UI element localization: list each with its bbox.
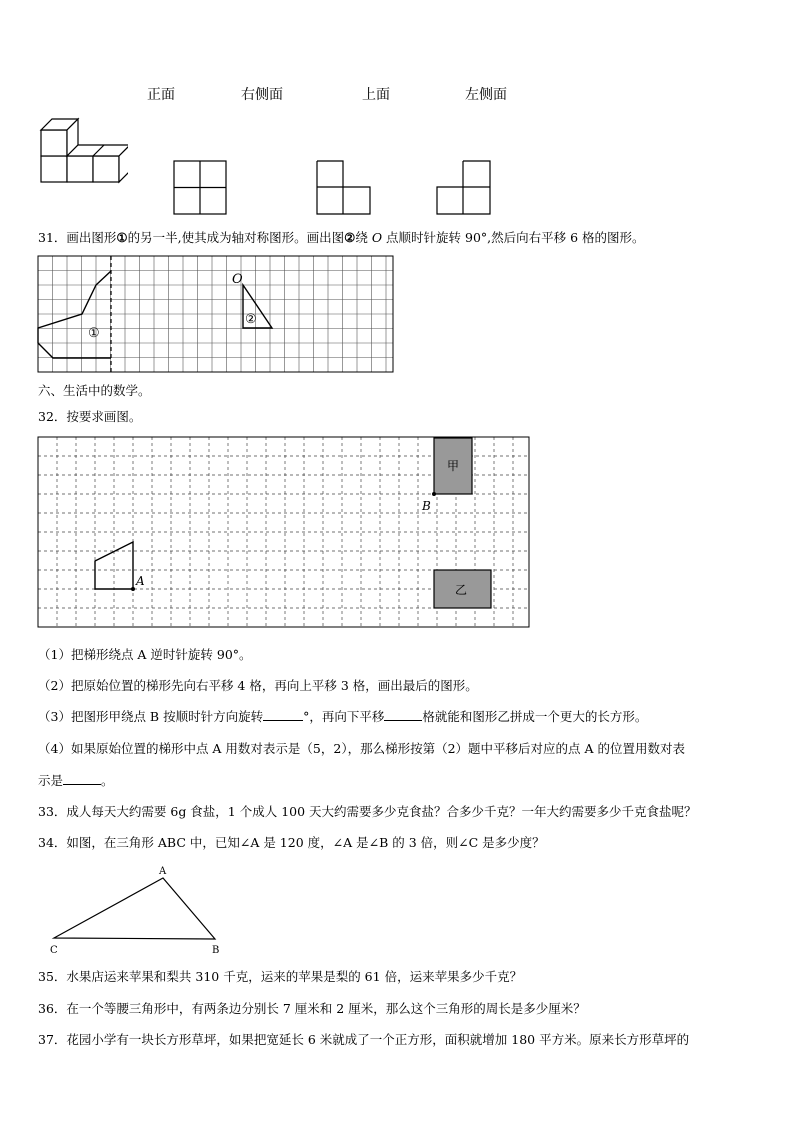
q32-sub-4-line2 [38, 771, 114, 789]
q32-sub-1: （1）把梯形绕点 A 逆时针旋转 90°。 [38, 647, 252, 662]
left-view-figure [436, 160, 492, 216]
top-view-figure [316, 160, 372, 216]
view-label-left: 左侧面 [465, 87, 507, 103]
label-point-b: B [422, 499, 431, 513]
grid-label-2: ② [245, 312, 257, 327]
triangle-abc-figure [44, 862, 224, 958]
q31-grid-figure [37, 255, 395, 375]
q32-grid-figure [37, 436, 531, 630]
q32-sub-3-b: °，再向下平移 [303, 709, 385, 724]
view-label-front: 正面 [147, 87, 175, 103]
question-36: 36．在一个等腰三角形中，有两条边分别长 7 厘米和 2 厘米，那么这个三角形的周长是多少厘米？ [38, 1001, 586, 1016]
label-point-a: A [136, 574, 145, 588]
answer-blank-grid-count[interactable] [384, 720, 422, 721]
q32-sub-4-line1: （4）如果原始位置的梯形中点 A 用数对表示是（5，2），那么梯形按第（2）题中平移后对应的点 A 的位置用数对表 [38, 741, 686, 756]
q31-text-d: 点顺时针旋转 90°,然后向右平移 6 格的图形。 [382, 230, 645, 245]
q31-circle-1: ① [116, 230, 128, 245]
right-view-figure [173, 160, 227, 216]
q31-text-c: 绕 [355, 230, 372, 245]
view-label-top: 上面 [362, 87, 390, 103]
q32-sub-2: （2）把原始位置的梯形先向右平移 4 格，再向上平移 3 格，画出最后的图形。 [38, 678, 478, 693]
grid-label-o: O [232, 272, 243, 287]
question-37: 37．花园小学有一块长方形草坪，如果把宽延长 6 米就成了一个正方形，面积就增加 180 平方米。原来长方形草坪的 [38, 1032, 690, 1047]
answer-blank-angle[interactable] [263, 720, 303, 721]
section-6-heading: 六、生活中的数学。 [38, 383, 151, 398]
view-label-right: 右侧面 [241, 87, 283, 103]
triangle-label-a: A [159, 866, 167, 877]
cube-stack-figure [38, 116, 128, 186]
answer-blank-coordinate[interactable] [63, 784, 101, 785]
q31-point-o: O [371, 230, 383, 245]
label-jia: 甲 [447, 459, 460, 473]
q32-sub-3-a: （3）把图形甲绕点 B 按顺时针方向旋转 [38, 709, 264, 724]
q31-text-a: 31．画出图形 [38, 230, 117, 245]
question-34: 34．如图，在三角形 ABC 中，已知∠A 是 120 度，∠A 是∠B 的 3 倍，则∠C 是多少度？ [38, 835, 545, 850]
question-31 [38, 228, 645, 246]
grid-label-1: ① [88, 326, 100, 341]
question-32-title: 32．按要求画图。 [38, 409, 142, 424]
q32-sub-3 [38, 707, 647, 725]
q32-sub-3-c: 格就能和图形乙拼成一个更大的长方形。 [422, 709, 648, 724]
triangle-label-b: B [212, 945, 220, 956]
triangle-label-c: C [50, 945, 58, 956]
label-yi: 乙 [455, 583, 468, 597]
q32-sub-4-c: 。 [101, 773, 114, 788]
q31-circle-2: ② [344, 230, 356, 245]
q32-sub-4-b: 示是 [38, 773, 64, 788]
question-33: 33．成人每天大约需要 6g 食盐，1 个成人 100 天大约需要多少克食盐？合多少千克？一年大约需要多少千克食盐呢？ [38, 804, 697, 819]
question-35: 35．水果店运来苹果和梨共 310 千克，运来的苹果是梨的 61 倍，运来苹果多少千克？ [38, 969, 523, 984]
q31-text-b: 的另一半,使其成为轴对称图形。画出图 [127, 230, 345, 245]
